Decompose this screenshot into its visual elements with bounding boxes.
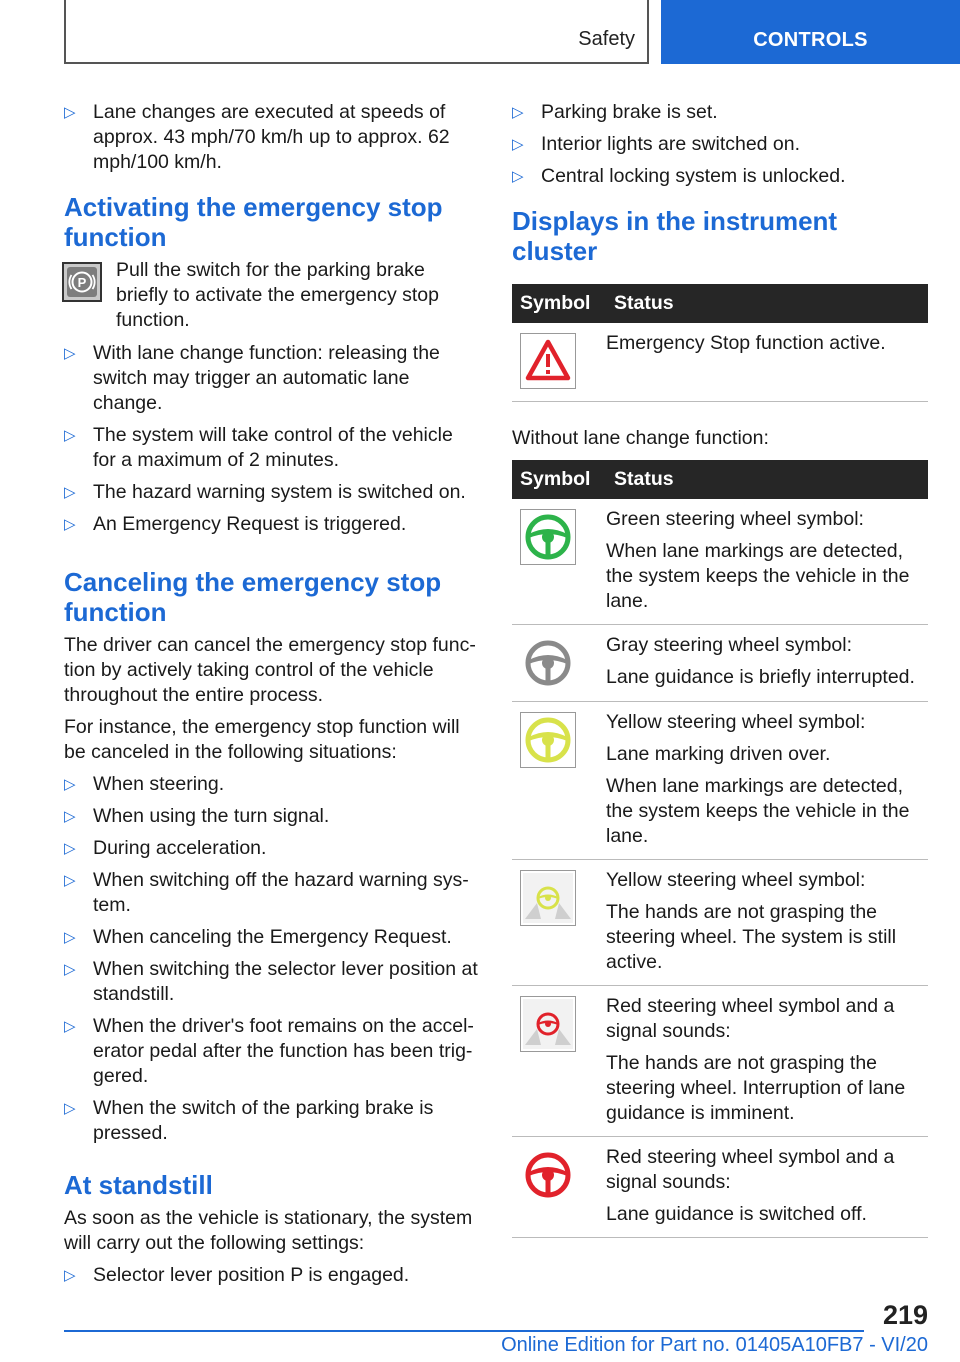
list-item: ▷ Interior lights are switched on. <box>512 132 928 157</box>
column-header-symbol: Symbol <box>512 284 606 323</box>
list-item: ▷ When using the turn signal. <box>64 804 478 829</box>
table-row <box>512 702 928 860</box>
status-text: The hands are not grasping the steering wheel. Interruption of lane guidance is imminent. <box>606 1052 906 1124</box>
standstill-paragraph: As soon as the vehicle is stationary, the system will carry out the following settings: <box>64 1207 473 1254</box>
list-item: ▷ Lane changes are executed at speeds of approx. 43 mph/70 km/h up to approx. 62 mph/100 km/h. <box>64 100 478 175</box>
page-number: 219 <box>882 1300 928 1330</box>
warning-triangle-icon <box>520 333 576 389</box>
status-text: When lane markings are detected, the system keeps the vehicle in the lane. <box>606 540 910 612</box>
status-text: Red steering wheel symbol and a signal sounds: <box>606 1146 895 1193</box>
status-text: Green steering wheel symbol: <box>606 508 864 530</box>
list-item: ▷ When canceling the Emergency Request. <box>64 925 478 950</box>
header-chapter-title: CONTROLS <box>753 29 868 51</box>
heading-cancel: Canceling the emergency stop function <box>64 567 442 627</box>
cancel-list <box>64 772 478 1146</box>
green-steering-wheel-icon <box>520 509 576 565</box>
activate-list <box>64 341 478 537</box>
list-item: ▷ An Emergency Request is triggered. <box>64 512 478 537</box>
list-item: ▷ When switching the selector lever position at standstill. <box>64 957 478 1007</box>
lane-guidance-symbol-table <box>512 460 928 1238</box>
header-section-title: Safety <box>578 28 635 50</box>
right-column <box>512 100 928 1246</box>
standstill-list-continued <box>512 100 928 189</box>
emergency-stop-symbol-table <box>512 284 928 402</box>
left-column <box>64 100 478 1295</box>
list-item: ▷ When switching off the hazard warning system. <box>64 868 478 918</box>
table-row <box>512 323 928 402</box>
activate-instruction <box>64 258 478 333</box>
yellow-steering-wheel-hands-icon <box>520 870 576 926</box>
column-header-status: Status <box>606 460 928 499</box>
red-steering-wheel-hands-icon <box>520 996 576 1052</box>
red-steering-wheel-icon <box>520 1147 576 1203</box>
intro-list <box>64 100 478 175</box>
list-item: ▷ Central locking system is unlocked. <box>512 164 928 189</box>
table-row <box>512 986 928 1137</box>
cancel-paragraph-2: For instance, the emergency stop function will be canceled in the following situations: <box>64 716 460 763</box>
status-text: Lane marking driven over. <box>606 743 831 765</box>
list-item: ▷ During acceleration. <box>64 836 478 861</box>
column-header-status: Status <box>606 284 928 323</box>
heading-activate: Activating the emergency stop function <box>64 192 443 252</box>
yellow-steering-wheel-icon <box>520 712 576 768</box>
standstill-list <box>64 1263 478 1288</box>
cancel-paragraph: The driver can cancel the emergency stop function by actively taking control of the vehicle throughout the entire process. <box>64 634 476 706</box>
header-section-box <box>64 0 649 64</box>
heading-standstill: At standstill <box>64 1170 213 1200</box>
table-row <box>512 499 928 625</box>
table-row <box>512 625 928 702</box>
status-text: Lane guidance is briefly interrupted. <box>606 666 915 688</box>
svg-text:P: P <box>77 275 87 290</box>
list-item: ▷ When the switch of the parking brake is pressed. <box>64 1096 478 1146</box>
column-header-symbol: Symbol <box>512 460 606 499</box>
status-text: Red steering wheel symbol and a signal sounds: <box>606 995 895 1042</box>
gray-steering-wheel-icon <box>520 635 576 691</box>
status-text: Lane guidance is switched off. <box>606 1203 867 1225</box>
table-row <box>512 1137 928 1238</box>
list-item: ▷ With lane change function: releasing the switch may trigger an automatic lane change. <box>64 341 478 416</box>
list-item: ▷ When steering. <box>64 772 478 797</box>
list-item: ▷ The system will take control of the vehicle for a maximum of 2 minutes. <box>64 423 478 473</box>
activate-text: Pull the switch for the parking brake briefly to activate the emergency stop function. <box>116 259 439 331</box>
list-item: ▷ The hazard warning system is switched on. <box>64 480 478 505</box>
table-row <box>512 860 928 986</box>
list-item: ▷ Parking brake is set. <box>512 100 928 125</box>
edition-line: Online Edition for Part no. 01405A10FB7 - VI/20 <box>501 1334 928 1356</box>
header-chapter-tab <box>661 0 960 64</box>
parking-brake-switch-icon <box>62 262 102 302</box>
without-lane-change-label: Without lane change function: <box>512 427 769 449</box>
status-text: Yellow steering wheel symbol: <box>606 711 866 733</box>
list-item: ▷ Selector lever position P is engaged. <box>64 1263 478 1288</box>
heading-displays: Displays in the instrument cluster <box>512 206 838 266</box>
status-text: Gray steering wheel symbol: <box>606 634 853 656</box>
status-text: When lane markings are detected, the system keeps the vehicle in the lane. <box>606 775 910 847</box>
footer-divider <box>64 1330 864 1332</box>
status-text: Yellow steering wheel symbol: <box>606 869 866 891</box>
list-item: ▷ When the driver's foot remains on the accelerator pedal after the function has been triggered. <box>64 1014 478 1089</box>
status-text: The hands are not grasping the steering wheel. The system is still active. <box>606 901 897 973</box>
status-text: Emergency Stop function active. <box>606 332 886 354</box>
